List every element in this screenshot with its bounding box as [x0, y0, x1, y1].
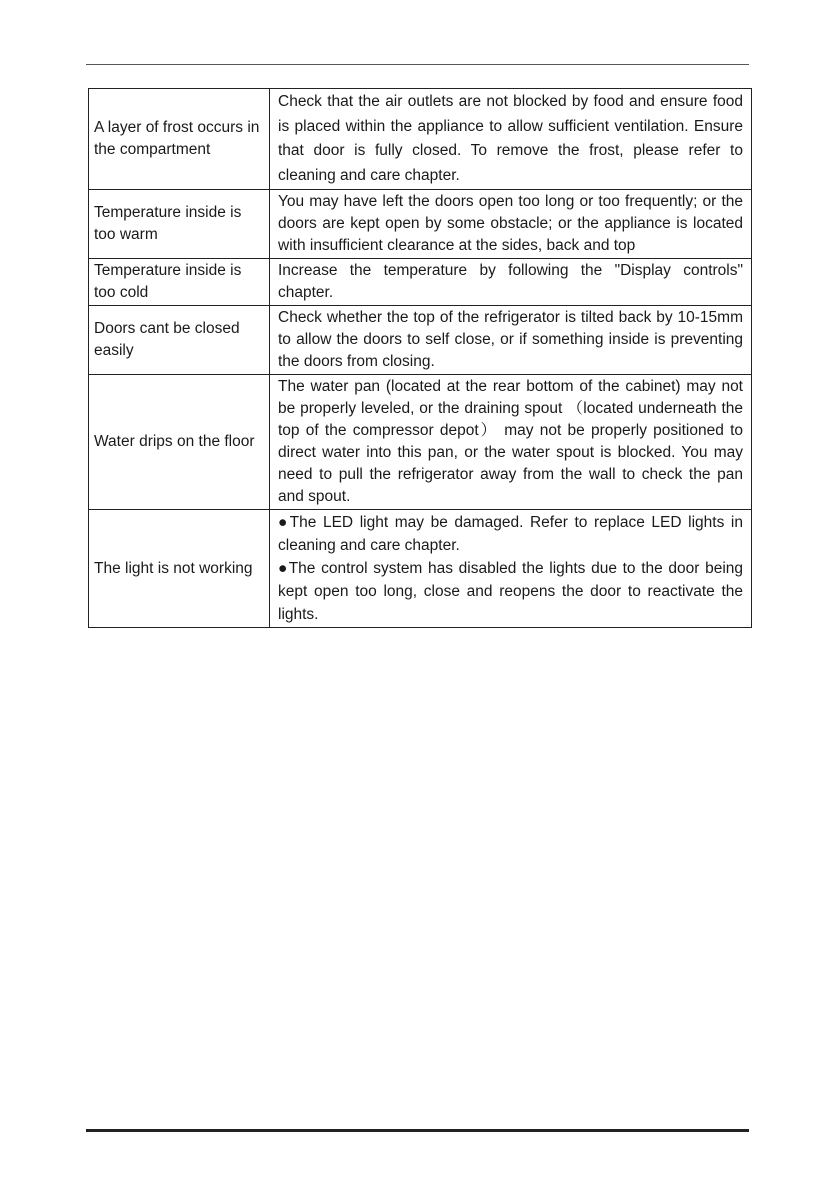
problem-cell: A layer of frost occurs in the compartment	[89, 89, 270, 190]
remedy-cell: The water pan (located at the rear bottom of the cabinet) may not be properly leveled, or the draining spout （located underneath the top of the compressor depot） may not be properly positioned to direct water into this pan, or the water spout is blocked. You may need to pull the refrigerator away from the wall to check the pan and spout.	[270, 375, 752, 510]
table-row	[89, 375, 752, 510]
table-row	[89, 190, 752, 259]
header-rule	[86, 64, 749, 65]
problem-cell: Temperature inside is too cold	[89, 259, 270, 306]
table-row	[89, 259, 752, 306]
problem-cell: Doors cant be closed easily	[89, 306, 270, 375]
remedy-bullet-item: ●The control system has disabled the lights due to the door being kept open too long, close and reopens the door to reactivate the lights.	[278, 560, 743, 623]
problem-cell: Temperature inside is too warm	[89, 190, 270, 259]
remedy-cell: Check that the air outlets are not blocked by food and ensure food is placed within the appliance to allow sufficient ventilation. Ensure that door is fully closed. To remove the frost, please refer to cleaning and care chapter.	[270, 89, 752, 190]
remedy-bullet-item: ●The LED light may be damaged. Refer to replace LED lights in cleaning and care chapter.	[278, 514, 743, 554]
remedy-cell: Increase the temperature by following the "Display controls" chapter.	[270, 259, 752, 306]
remedy-cell: Check whether the top of the refrigerator is tilted back by 10-15mm to allow the doors to self close, or if something inside is preventing the doors from closing.	[270, 306, 752, 375]
troubleshooting-table	[88, 88, 752, 628]
problem-cell: The light is not working	[89, 510, 270, 628]
table-row	[89, 306, 752, 375]
remedy-cell: You may have left the doors open too long or too frequently; or the doors are kept open by some obstacle; or the appliance is located with insufficient clearance at the sides, back and top	[270, 190, 752, 259]
remedy-cell	[270, 510, 752, 628]
table-row	[89, 89, 752, 190]
table-row	[89, 510, 752, 628]
footer-rule	[86, 1129, 749, 1132]
problem-cell: Water drips on the floor	[89, 375, 270, 510]
